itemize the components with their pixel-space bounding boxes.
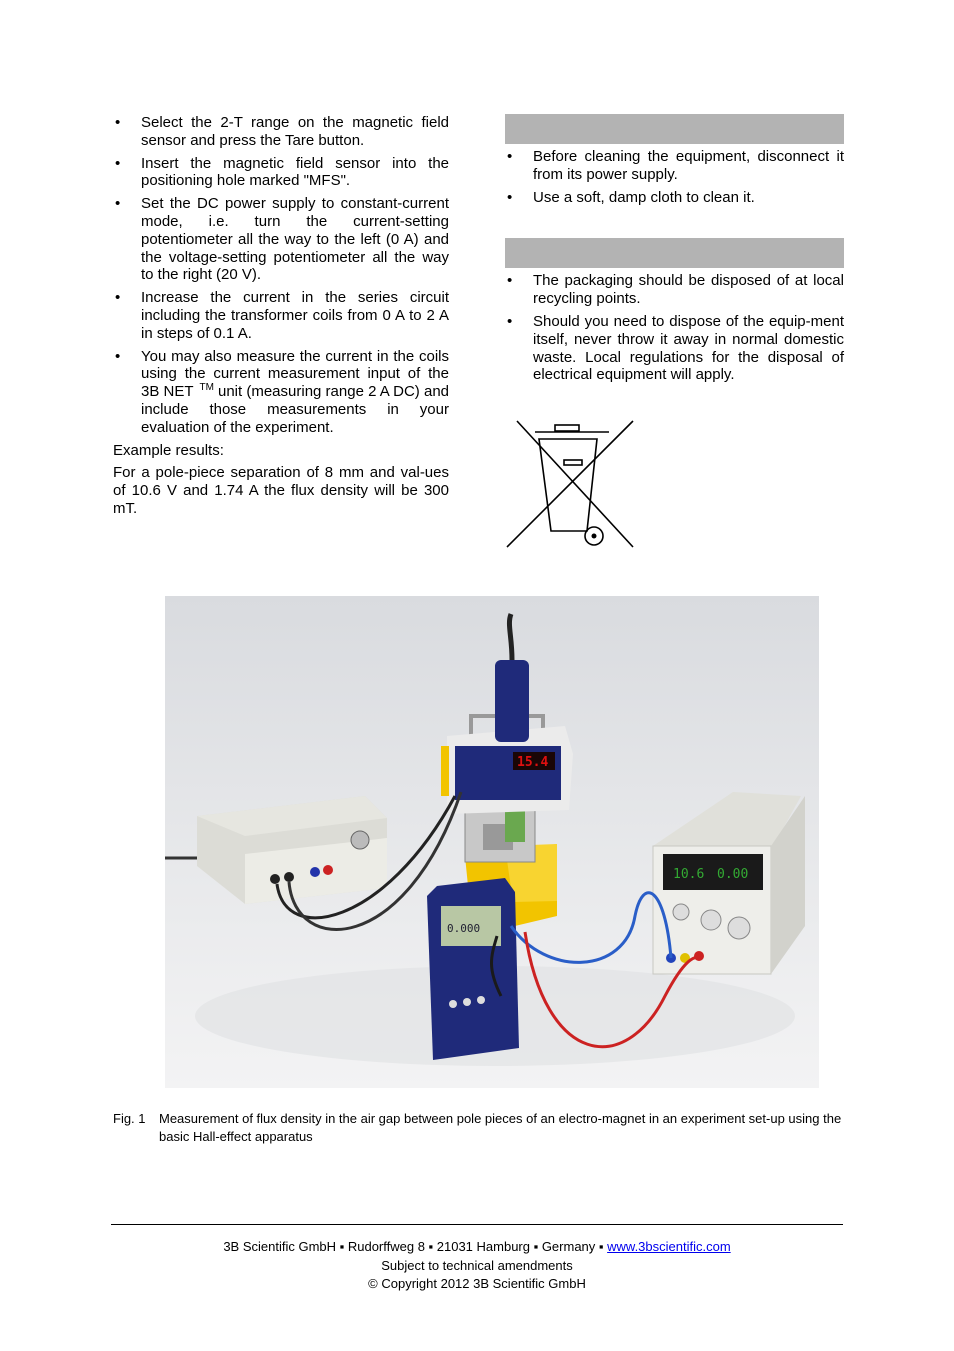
figure-number: Fig. 1: [113, 1111, 146, 1126]
list-item: • The packaging should be disposed of at local recycling points.: [505, 272, 844, 308]
example-text: For a pole-piece separation of 8 mm and val-ues of 10.6 V and 1.74 A the flux density will be 300 mT.: [113, 464, 449, 517]
list-item: • Select the 2-T range on the magnetic field sensor and press the Tare button.: [113, 114, 449, 150]
procedure-list: [113, 114, 449, 437]
list-item: • Before cleaning the equipment, disconnect it from its power supply.: [505, 148, 844, 184]
list-item: • Set the DC power supply to constant-current mode, i.e. turn the current-setting potentiometer all the way to the left (0 A) and the voltage-setting potentiometer all the way to the right (20 V).: [113, 195, 449, 284]
apparatus-photo: [165, 596, 819, 1088]
psu-right-display: 0.00: [717, 867, 749, 882]
footer: [111, 1238, 843, 1294]
figure-caption-text: Measurement of flux density in the air gap between pole pieces of an electro-magnet in an experiment set-up using the basic Hall-effect apparatus: [159, 1111, 842, 1144]
trademark-mark: TM: [199, 382, 214, 394]
net-display: 0.000: [447, 922, 481, 935]
net-log-unit: [427, 878, 519, 1060]
list-item: • Insert the magnetic field sensor into the positioning hole marked "MFS".: [113, 155, 449, 191]
cleaning-section-bar: [505, 114, 844, 144]
list-item: • Should you need to dispose of the equip-ment itself, never throw it away in normal domestic waste. Local regulations for the disposal of electrical equipment will apply.: [505, 313, 844, 384]
footer-amendments: Subject to technical amendments: [381, 1257, 573, 1273]
disposal-section-bar: [505, 238, 844, 268]
list-item-text: unit (measuring range 2 A DC) and include those measurements in your evaluation of the experiment.: [141, 383, 449, 436]
list-item: • Increase the current in the series circuit including the transformer coils from 0 A to 2 A in steps of 0.1 A.: [113, 289, 449, 342]
footer-copyright: © Copyright 2012 3B Scientific GmbH: [368, 1276, 586, 1291]
footer-address-line: [111, 1238, 843, 1257]
right-column: [505, 114, 844, 389]
disposal-list: [505, 272, 844, 384]
list-item-text: You may also measure the current in the coils using the current measurement input of the 3B NET: [141, 347, 449, 401]
hall-display: 15.4: [517, 755, 549, 770]
list-item: [113, 348, 449, 437]
cleaning-list: [505, 148, 844, 206]
left-column: [113, 114, 449, 523]
website-link[interactable]: www.3bscientific.com: [607, 1239, 731, 1254]
list-item: • Use a soft, damp cloth to clean it.: [505, 189, 844, 207]
weee-bin-icon: [505, 419, 645, 551]
example-label: Example results:: [113, 441, 224, 459]
psu-left-display: 10.6: [673, 867, 705, 882]
footer-divider: [111, 1224, 843, 1225]
footer-address: 3B Scientific GmbH ▪ Rudorffweg 8 ▪ 21031 Hamburg ▪ Germany ▪: [223, 1239, 608, 1254]
